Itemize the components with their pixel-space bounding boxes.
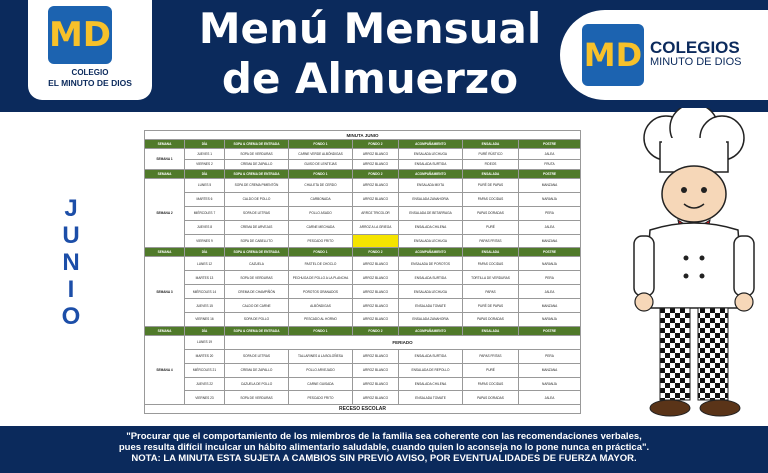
- table-row: [145, 206, 581, 220]
- table-row: [145, 220, 581, 234]
- menu-cell: NARANJA: [519, 377, 581, 391]
- menu-cell: PAPAS COCIDAS: [463, 377, 519, 391]
- day-cell: MIÉRCOLES 7: [185, 206, 225, 220]
- column-header: ACOMPAÑAMIENTO: [399, 140, 463, 149]
- logo-left-line1: COLEGIO: [71, 68, 109, 77]
- menu-cell: CREMA DE ARVEJAS: [225, 220, 289, 234]
- column-header: FONDO 1: [289, 326, 353, 335]
- logo-colegio-left: [28, 0, 152, 100]
- menu-cell: CREMA DE ZAPALLO: [225, 363, 289, 377]
- menu-cell: NARANJA: [519, 192, 581, 206]
- menu-cell: PURÉ: [463, 363, 519, 377]
- header-bar: [0, 0, 768, 112]
- menu-cell: SOPA DE LETRAS: [225, 206, 289, 220]
- menu-cell: ENSALADA LECHUGA: [399, 285, 463, 299]
- table-row: [145, 149, 581, 160]
- table-row: [145, 271, 581, 285]
- menu-cell: MANZANA: [519, 299, 581, 313]
- table-row: [145, 313, 581, 327]
- table-header-row: [145, 170, 581, 179]
- day-cell: VIERNES 23: [185, 391, 225, 405]
- menu-cell: ARROZ BLANCO: [353, 271, 399, 285]
- column-header: DÍA: [185, 326, 225, 335]
- menu-cell: ENSALADA LECHUGA: [399, 234, 463, 248]
- menu-cell: CARNE MECHADA: [289, 220, 353, 234]
- menu-cell: ENSALADA TOMATE: [399, 299, 463, 313]
- menu-cell: PURÉ: [463, 220, 519, 234]
- menu-cell: JALEA: [519, 391, 581, 405]
- menu-cell: ARROZ BLANCO: [353, 313, 399, 327]
- column-header: POSTRE: [519, 326, 581, 335]
- menu-cell: SOPA DE VERDURAS: [225, 271, 289, 285]
- page-title-line1: Menú Mensual: [198, 4, 542, 53]
- table-row: [145, 299, 581, 313]
- menu-cell: ARROZ BLANCO: [353, 192, 399, 206]
- column-header: ACOMPAÑAMIENTO: [399, 326, 463, 335]
- month-letter: J: [64, 195, 78, 222]
- receso-label: RECESO ESCOLAR: [145, 405, 581, 414]
- menu-cell: JALEA: [519, 285, 581, 299]
- column-header: SEMANA: [145, 170, 185, 179]
- column-header: DÍA: [185, 170, 225, 179]
- menu-cell: FRUTA: [519, 159, 581, 170]
- menu-cell: ARROZ TRICOLOR: [353, 206, 399, 220]
- menu-cell: GUISO DE LENTEJAS: [289, 159, 353, 170]
- column-header: ACOMPAÑAMIENTO: [399, 170, 463, 179]
- menu-cell: PECHUGA DE POLLO A LA PLANCHA: [289, 271, 353, 285]
- column-header: FONDO 2: [353, 140, 399, 149]
- menu-table: [144, 130, 581, 414]
- menu-cell: ARROZ BLANCO: [353, 285, 399, 299]
- menu-cell: NARANJA: [519, 257, 581, 271]
- column-header: FONDO 2: [353, 248, 399, 257]
- menu-cell: ARROZ BLANCO: [353, 363, 399, 377]
- menu-cell: PAPAS: [463, 285, 519, 299]
- table-row: [145, 192, 581, 206]
- menu-cell: ARROZ A LA GRIEGA: [353, 220, 399, 234]
- column-header: SEMANA: [145, 326, 185, 335]
- menu-cell: CAZUELA: [225, 257, 289, 271]
- md-logo-icon: MD: [582, 24, 644, 86]
- menu-cell: POROTOS GRANADOS: [289, 285, 353, 299]
- week-label: SEMANA 3: [145, 257, 185, 326]
- day-cell: MIÉRCOLES 14: [185, 285, 225, 299]
- month-letter: U: [62, 222, 80, 249]
- day-cell: JUEVES 22: [185, 377, 225, 391]
- menu-cell: SOPA DE POLLO: [225, 313, 289, 327]
- day-cell: JUEVES 8: [185, 220, 225, 234]
- chef-hat-icon: [644, 108, 744, 172]
- menu-cell: ENSALADA DE POROTOS: [399, 257, 463, 271]
- column-header: ENSALADA: [463, 170, 519, 179]
- column-header: SEMANA: [145, 140, 185, 149]
- table-row: [145, 285, 581, 299]
- menu-cell: CARNE GUISADA: [289, 377, 353, 391]
- column-header: ENSALADA: [463, 248, 519, 257]
- menu-cell: PURÉ DE PAPAS: [463, 299, 519, 313]
- menu-cell: ARROZ BLANCO: [353, 391, 399, 405]
- menu-cell: [353, 234, 399, 248]
- day-cell: JUEVES 1: [185, 149, 225, 160]
- menu-cell: PURÉ RÚSTICO: [463, 149, 519, 160]
- day-cell: LUNES 5: [185, 179, 225, 193]
- menu-cell: CARBONADA: [289, 192, 353, 206]
- table-header-row: [145, 248, 581, 257]
- menu-cell: PAPAS DORADAS: [463, 313, 519, 327]
- menu-cell: ENSALADA SURTIDA: [399, 349, 463, 363]
- menu-cell: CALDO DE CARNE: [225, 299, 289, 313]
- table-row: [145, 377, 581, 391]
- table-row: [145, 391, 581, 405]
- menu-cell: MANZANA: [519, 363, 581, 377]
- menu-cell: PAPAS FRITAS: [463, 349, 519, 363]
- week-label: SEMANA 2: [145, 179, 185, 248]
- menu-cell: CHULETA DE CERDO: [289, 179, 353, 193]
- menu-cell: ENSALADA ZANAHORIA: [399, 313, 463, 327]
- menu-cell: SOPA DE VERDURAS: [225, 149, 289, 160]
- column-header: FONDO 1: [289, 140, 353, 149]
- table-row: [145, 159, 581, 170]
- menu-cell: ARROZ BLANCO: [353, 377, 399, 391]
- column-header: POSTRE: [519, 248, 581, 257]
- day-cell: MARTES 20: [185, 349, 225, 363]
- column-header: ENSALADA: [463, 140, 519, 149]
- column-header: DÍA: [185, 140, 225, 149]
- menu-cell: ENSALADA CHILENA: [399, 377, 463, 391]
- menu-cell: POLLO ARVEJADO: [289, 363, 353, 377]
- month-letter: O: [61, 303, 81, 330]
- menu-cell: ALBÓNDIGAS: [289, 299, 353, 313]
- menu-cell: CREMA DE CHAMPIÑÓN: [225, 285, 289, 299]
- column-header: POSTRE: [519, 140, 581, 149]
- day-cell: VIERNES 9: [185, 234, 225, 248]
- table-header-row: [145, 140, 581, 149]
- menu-cell: CALDO DE POLLO: [225, 192, 289, 206]
- column-header: POSTRE: [519, 170, 581, 179]
- page-title: [160, 4, 580, 104]
- menu-cell: JALEA: [519, 220, 581, 234]
- column-header: FONDO 1: [289, 248, 353, 257]
- month-vertical-label: [56, 195, 86, 330]
- footer-quote-line1: "Procurar que el comportamiento de los miembros de la familia sea coherente con las recomendaciones verbales,: [126, 431, 642, 442]
- chef-illustration: [620, 108, 768, 426]
- menu-cell: ENSALADA CHILENA: [399, 220, 463, 234]
- table-row: [145, 335, 581, 349]
- menu-cell: CAZUELA DE POLLO: [225, 377, 289, 391]
- table-title-row: [145, 131, 581, 140]
- menu-cell: ENSALADA DE BETARRAGA: [399, 206, 463, 220]
- logo-right-line1: COLEGIOS: [650, 38, 740, 57]
- column-header: SOPA & CREMA DE ENTRADA: [225, 170, 289, 179]
- menu-cell: ARROZ BLANCO: [353, 257, 399, 271]
- column-header: SOPA & CREMA DE ENTRADA: [225, 248, 289, 257]
- column-header: DÍA: [185, 248, 225, 257]
- menu-cell: PURÉ DE PAPAS: [463, 179, 519, 193]
- week-label: SEMANA 4: [145, 335, 185, 404]
- day-cell: LUNES 19: [185, 335, 225, 349]
- menu-cell: ENSALADA MIXTA: [399, 179, 463, 193]
- footer-quote-line2: pues resulta difícil inculcar un hábito alimentario saludable, cuando quien lo aconseja no lo pone nunca en práctica".: [118, 442, 650, 453]
- menu-cell: PASTEL DE CHOCLO: [289, 257, 353, 271]
- menu-cell: FIDEOS: [463, 159, 519, 170]
- menu-cell: ENSALADA SURTIDA: [399, 159, 463, 170]
- column-header: FONDO 2: [353, 326, 399, 335]
- table-title: MINUTA JUNIO: [145, 131, 581, 140]
- menu-cell: MANZANA: [519, 234, 581, 248]
- menu-cell: JALEA: [519, 149, 581, 160]
- day-cell: MIÉRCOLES 21: [185, 363, 225, 377]
- logo-left-line2: EL MINUTO DE DIOS: [48, 78, 132, 88]
- month-letter: I: [67, 276, 75, 303]
- menu-cell: MANZANA: [519, 179, 581, 193]
- menu-cell: TALLARINES A LA BOLOÑESA: [289, 349, 353, 363]
- menu-cell: ENSALADA ZANAHORIA: [399, 192, 463, 206]
- column-header: SOPA & CREMA DE ENTRADA: [225, 140, 289, 149]
- table-row: [145, 179, 581, 193]
- menu-cell: SOPA DE VERDURAS: [225, 391, 289, 405]
- menu-cell: ARROZ BLANCO: [353, 349, 399, 363]
- menu-cell: ENSALADA LECHUGA: [399, 149, 463, 160]
- menu-cell: ARROZ BLANCO: [353, 149, 399, 160]
- column-header: ENSALADA: [463, 326, 519, 335]
- table-row: [145, 257, 581, 271]
- menu-cell: ENSALADA TOMATE: [399, 391, 463, 405]
- menu-cell: PERA: [519, 271, 581, 285]
- logo-colegios-right: [560, 10, 768, 100]
- footer-note: NOTA: LA MINUTA ESTA SUJETA A CAMBIOS SIN PREVIO AVISO, POR EVENTUALIDADES DE FUERZA MAYOR.: [131, 453, 637, 464]
- menu-cell: PAPAS COCIDAS: [463, 257, 519, 271]
- column-header: SOPA & CREMA DE ENTRADA: [225, 326, 289, 335]
- day-cell: MARTES 13: [185, 271, 225, 285]
- menu-cell: NARANJA: [519, 313, 581, 327]
- menu-cell: PAPAS DORADAS: [463, 206, 519, 220]
- menu-cell: PERA: [519, 349, 581, 363]
- column-header: ACOMPAÑAMIENTO: [399, 248, 463, 257]
- day-cell: VIERNES 16: [185, 313, 225, 327]
- receso-row: [145, 405, 581, 414]
- week-label: SEMANA 1: [145, 149, 185, 170]
- menu-cell: PESCADO FRITO: [289, 391, 353, 405]
- page-title-line2: de Almuerzo: [221, 54, 519, 103]
- column-header: FONDO 1: [289, 170, 353, 179]
- table-row: [145, 363, 581, 377]
- menu-cell: ARROZ BLANCO: [353, 179, 399, 193]
- footer-bar: [0, 426, 768, 473]
- menu-cell: SOPA DE LETRAS: [225, 349, 289, 363]
- day-cell: VIERNES 2: [185, 159, 225, 170]
- logo-right-line2: MINUTO DE DIOS: [650, 56, 742, 68]
- menu-cell: SOPA DE CREMA PIMENTÓN: [225, 179, 289, 193]
- day-cell: JUEVES 15: [185, 299, 225, 313]
- table-header-row: [145, 326, 581, 335]
- menu-cell: PAPAS COCIDAS: [463, 192, 519, 206]
- menu-cell: ARROZ BLANCO: [353, 159, 399, 170]
- menu-cell: TORTILLA DE VERDURAS: [463, 271, 519, 285]
- menu-cell: ARROZ BLANCO: [353, 299, 399, 313]
- menu-cell: PAPAS FRITAS: [463, 234, 519, 248]
- menu-cell: ENSALADA DE REPOLLO: [399, 363, 463, 377]
- menu-cell: ENSALADA SURTIDA: [399, 271, 463, 285]
- column-header: SEMANA: [145, 248, 185, 257]
- menu-cell: CREMA DE ZAPALLO: [225, 159, 289, 170]
- menu-cell: CARNE VERDE ALBÓNDIGAS: [289, 149, 353, 160]
- month-letter: N: [62, 249, 80, 276]
- menu-cell: PESCADO AL HORNO: [289, 313, 353, 327]
- table-row: [145, 234, 581, 248]
- column-header: FONDO 2: [353, 170, 399, 179]
- md-logo-icon: MD: [48, 6, 112, 64]
- menu-cell: PAPAS DORADAS: [463, 391, 519, 405]
- menu-cell: PESCADO FRITO: [289, 234, 353, 248]
- menu-cell: POLLO ASADO: [289, 206, 353, 220]
- holiday-cell: FERIADO: [225, 335, 581, 349]
- day-cell: MARTES 6: [185, 192, 225, 206]
- menu-cell: SOPA DE CABELLITO: [225, 234, 289, 248]
- table-row: [145, 349, 581, 363]
- day-cell: LUNES 12: [185, 257, 225, 271]
- menu-cell: PERA: [519, 206, 581, 220]
